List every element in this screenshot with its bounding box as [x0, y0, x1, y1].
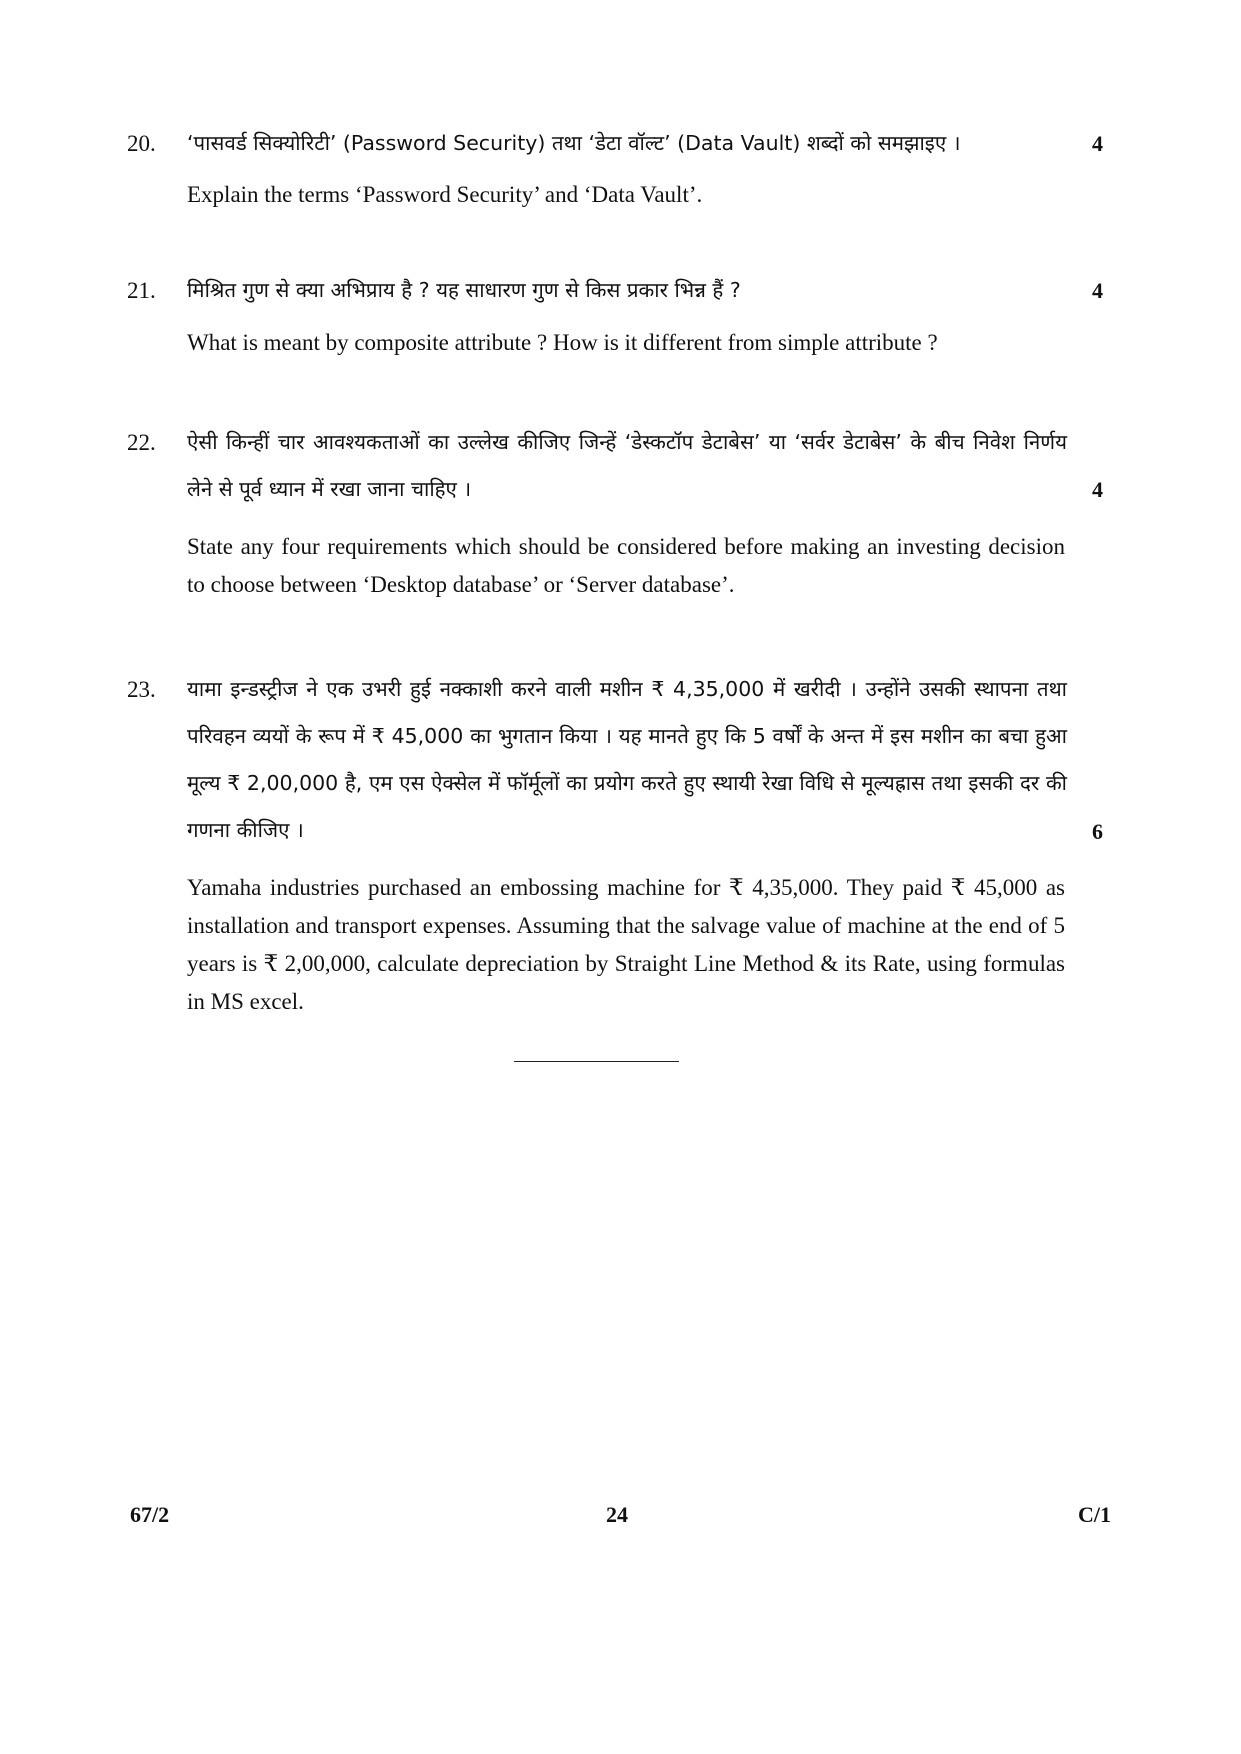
question-number: 21. — [127, 278, 156, 303]
question-text-hindi: मिश्रित गुण से क्या अभिप्राय है ? यह साधारण गुण से किस प्रकार भिन्न हैं ? — [187, 278, 741, 302]
question-text-english: Yamaha industries purchased an embossing machine for ₹ 4,35,000. They paid ₹ 45,000 as installation and transport expenses. Assuming that the salvage value of machine at the end of 5 years is ₹ 2,00,000, calculate depreciation by Straight Line Method & its Rate, using formulas in MS excel. — [187, 875, 1065, 1014]
question-number: 20. — [127, 131, 156, 156]
question-marks: 6 — [1092, 819, 1103, 844]
question-marks: 4 — [1092, 131, 1103, 156]
end-of-section-rule — [514, 1061, 679, 1062]
footer-page-number: 24 — [606, 1502, 628, 1527]
question-number: 22. — [127, 430, 156, 455]
question-text-hindi: ऐसी किन्हीं चार आवश्यकताओं का उल्लेख कीजिए जिन्हें ‘डेस्कटॉप डेटाबेस’ या ‘सर्वर डेटाबेस’ के बीच निवेश निर्णय लेने से पूर्व ध्यान में रखा जाना चाहिए । — [187, 430, 1067, 501]
question-text-english: State any four requirements which should be considered before making an investing decision to choose between ‘Desktop database’ or ‘Server database’. — [187, 534, 1065, 597]
question-marks: 4 — [1092, 278, 1103, 303]
question-number: 23. — [127, 677, 156, 702]
question-text-english: What is meant by composite attribute ? How is it different from simple attribute ? — [187, 330, 938, 355]
question-text-english: Explain the terms ‘Password Security’ and ‘Data Vault’. — [187, 182, 703, 207]
footer-paper-code: 67/2 — [130, 1502, 170, 1527]
question-text-hindi: यामा इन्डस्ट्रीज ने एक उभरी हुई नक्काशी करने वाली मशीन ₹ 4,35,000 में खरीदी । उन्होंने उसकी स्थापना तथा परिवहन व्ययों के रूप में ₹ 45,000 का भुगतान किया । यह मानते हुए कि 5 वर्षों के अन्त में इस मशीन का बचा हुआ मूल्य ₹ 2,00,000 है, एम एस ऐक्सेल में फॉर्मूलों का प्रयोग करते हुए स्थायी रेखा विधि से मूल्यह्रास तथा इसकी दर की गणना कीजिए । — [187, 677, 1067, 842]
question-marks: 4 — [1092, 477, 1103, 502]
question-text-hindi: ‘पासवर्ड सिक्योरिटी’ (Password Security) तथा ‘डेटा वॉल्ट’ (Data Vault) शब्दों को समझाइए । — [187, 131, 961, 155]
footer-set-code: C/1 — [1078, 1502, 1111, 1527]
